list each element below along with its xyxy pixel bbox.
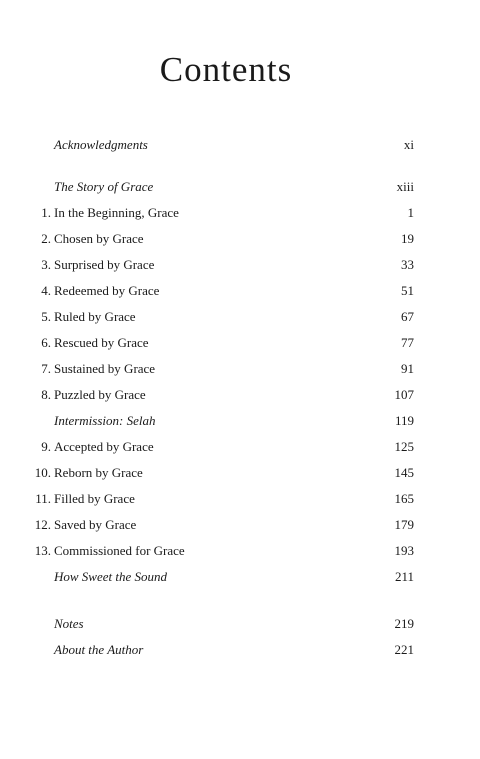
page-title: Contents [159,50,293,89]
toc-entry-notes [0,615,480,633]
toc-entry-page: 1 [407,205,414,220]
toc-entry-label: Accepted by Grace [54,439,154,454]
toc-entry-number: 1. [41,205,51,220]
toc-entry-label: Surprised by Grace [54,257,155,272]
toc-entry-number: 2. [41,231,51,246]
toc-entry-chapter-13 [0,542,480,560]
toc-entry-page: 221 [394,642,414,657]
toc-entry-about-the-author [0,641,480,659]
toc-entry-chapter-3 [0,256,480,274]
toc-entry-page: xi [403,137,414,152]
toc-entry-label: Rescued by Grace [54,335,149,350]
toc-entry-number: 10. [34,465,51,480]
toc-entry-label: Notes [54,616,84,631]
toc-entry-page: 119 [394,413,414,428]
toc-entry-page: 193 [394,543,414,558]
toc-entry-number: 13. [34,543,51,558]
toc-entry-number: 12. [34,517,51,532]
toc-entry-page: 219 [394,616,414,631]
toc-entry-number: 11. [35,491,51,506]
toc-entry-chapter-9 [0,438,480,456]
toc-entry-label: Chosen by Grace [54,231,144,246]
toc-entry-label: Filled by Grace [54,491,135,506]
toc-entry-page: 33 [401,257,414,272]
toc-entry-page: 91 [401,361,414,376]
toc-entry-chapter-6 [0,334,480,352]
toc-entry-number: 6. [41,335,51,350]
toc-entry-number: 4. [41,283,51,298]
toc-entry-page: 19 [401,231,414,246]
toc-entry-chapter-12 [0,516,480,534]
toc-entry-chapter-4 [0,282,480,300]
toc-entry-label: Puzzled by Grace [54,387,146,402]
toc-entry-page: 179 [394,517,414,532]
toc-entry-chapter-5 [0,308,480,326]
toc-entry-number: 9. [41,439,51,454]
toc-entry-page: 125 [394,439,414,454]
toc-entry-number: 3. [41,257,51,272]
toc-entry-page: 77 [401,335,414,350]
toc-entry-label: Acknowledgments [54,137,148,152]
toc-entry-page: 145 [394,465,414,480]
toc-entry-story-of-grace [0,178,480,196]
toc-entry-number: 7. [41,361,51,376]
toc-entry-label: Saved by Grace [54,517,137,532]
toc-entry-chapter-8 [0,386,480,404]
toc-entry-acknowledgments [0,136,480,154]
toc-entry-page: 165 [394,491,414,506]
toc-entry-number: 8. [41,387,51,402]
toc-entry-chapter-10 [0,464,480,482]
toc-entry-page: 67 [401,309,414,324]
toc-entry-label: Reborn by Grace [54,465,143,480]
toc-entry-label: About the Author [54,642,144,657]
toc-entry-chapter-2 [0,230,480,248]
toc-entry-how-sweet-the-sound [0,568,480,586]
toc-entry-page: 211 [394,569,414,584]
toc-entry-label: The Story of Grace [54,179,154,194]
toc-entry-label: How Sweet the Sound [54,569,168,584]
toc-entry-page: xiii [396,179,414,194]
toc-entry-page: 51 [401,283,414,298]
toc-entry-label: Sustained by Grace [54,361,156,376]
toc-entry-label: Commissioned for Grace [54,543,185,558]
toc-entry-number: 5. [41,309,51,324]
toc-entry-label: Redeemed by Grace [54,283,160,298]
toc-entry-chapter-11 [0,490,480,508]
toc-entry-label: Intermission: Selah [54,413,156,428]
toc-entry-chapter-1 [0,204,480,222]
toc-entry-page: 107 [394,387,414,402]
toc-entry-chapter-7 [0,360,480,378]
toc-entry-label: Ruled by Grace [54,309,136,324]
toc-entry-intermission [0,412,480,430]
toc-entry-label: In the Beginning, Grace [54,205,179,220]
